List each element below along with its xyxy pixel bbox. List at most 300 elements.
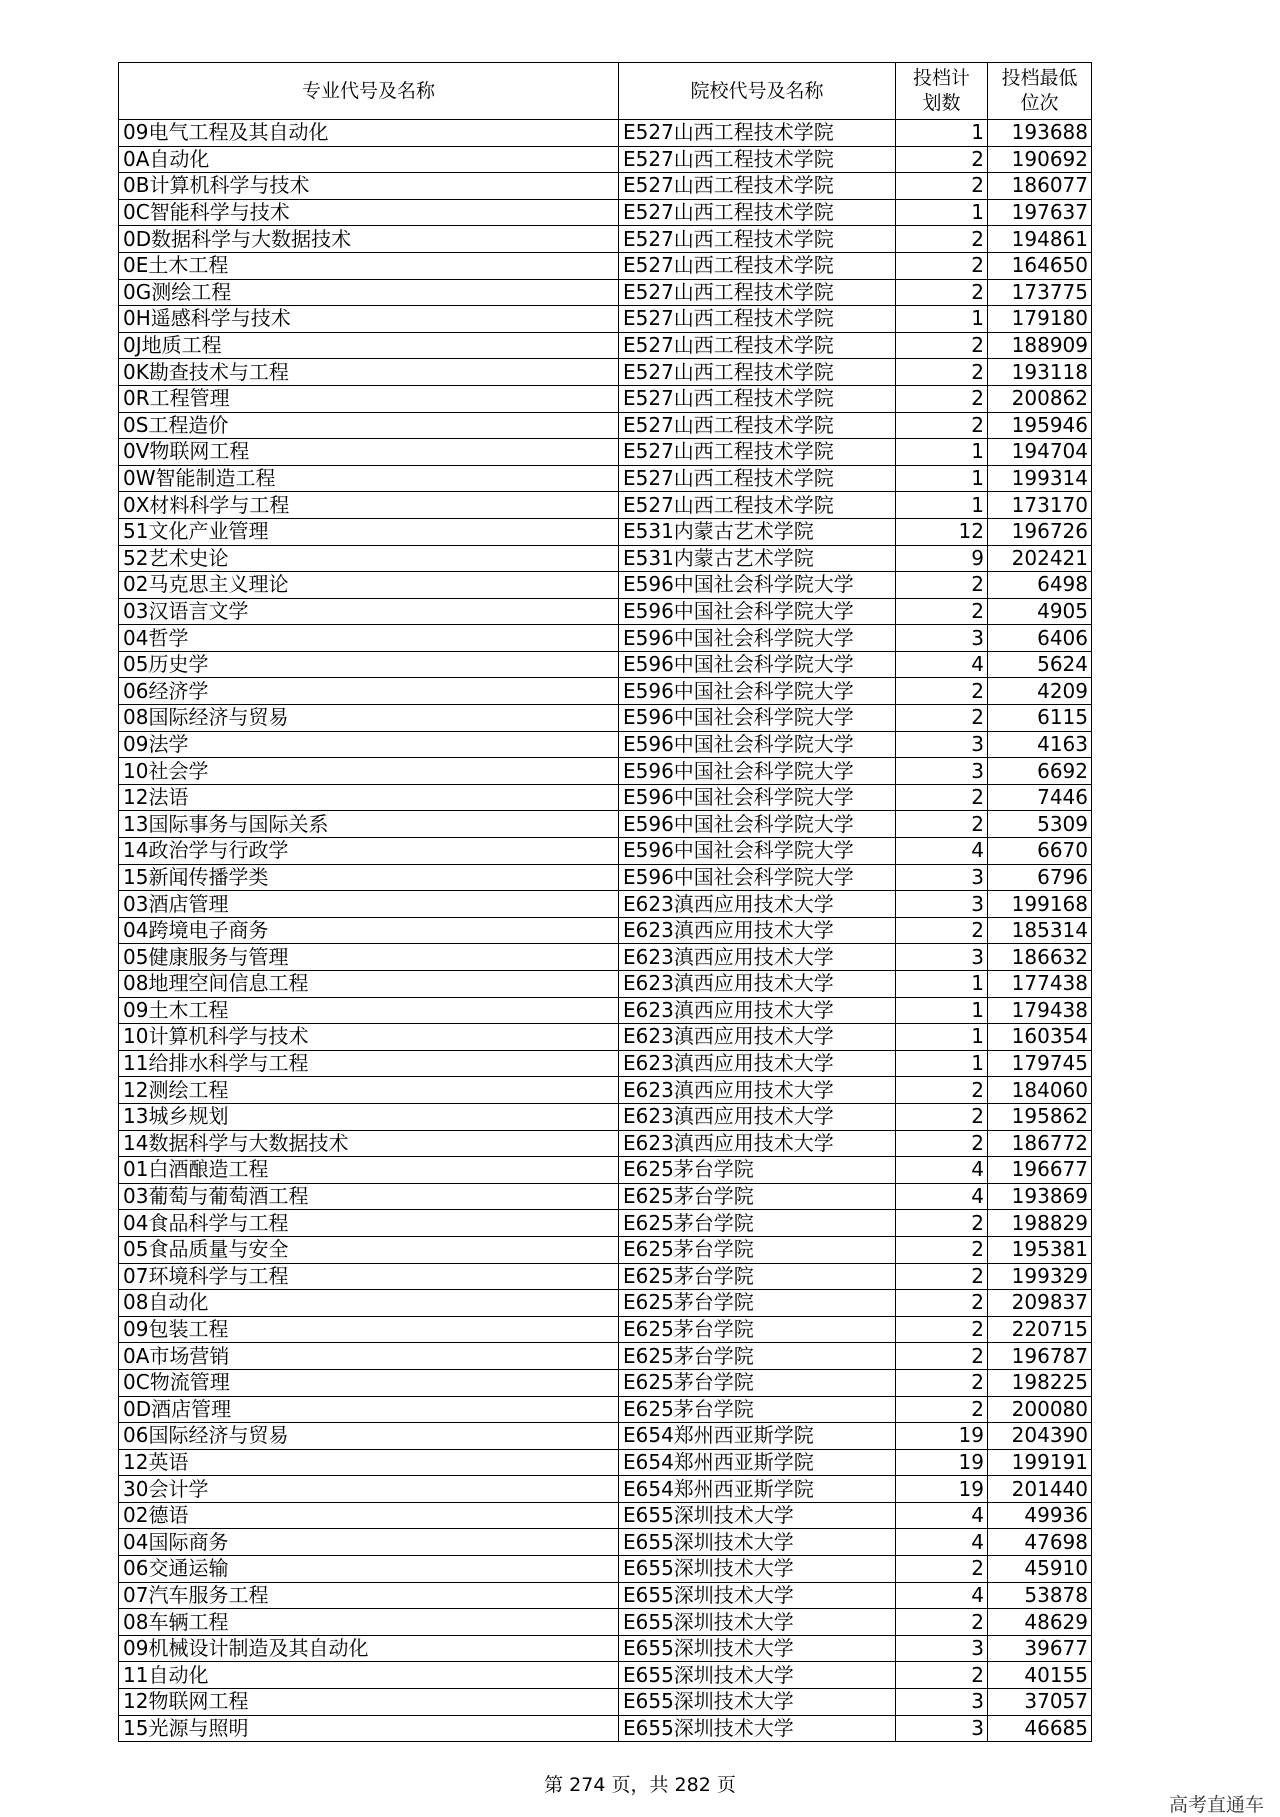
cell-school: E527山西工程技术学院 [619, 492, 896, 519]
cell-plan: 4 [896, 838, 988, 865]
table-row [119, 1529, 1092, 1556]
cell-major: 09包装工程 [119, 1316, 619, 1343]
cell-major: 15新闻传播学类 [119, 864, 619, 891]
header-plan: 投档计 划数 [896, 63, 988, 120]
table-row [119, 1024, 1092, 1051]
cell-plan: 2 [896, 917, 988, 944]
cell-plan: 2 [896, 385, 988, 412]
table-row [119, 1369, 1092, 1396]
cell-plan: 2 [896, 1210, 988, 1237]
table-row [119, 971, 1092, 998]
cell-major: 05历史学 [119, 651, 619, 678]
cell-rank: 200862 [988, 385, 1092, 412]
cell-plan: 2 [896, 572, 988, 599]
cell-plan: 4 [896, 1529, 988, 1556]
table-row [119, 306, 1092, 333]
cell-major: 15光源与照明 [119, 1715, 619, 1742]
cell-rank: 173775 [988, 279, 1092, 306]
cell-school: E527山西工程技术学院 [619, 226, 896, 253]
cell-school: E596中国社会科学院大学 [619, 811, 896, 838]
cell-plan: 1 [896, 120, 988, 147]
cell-school: E596中国社会科学院大学 [619, 598, 896, 625]
cell-major: 02马克思主义理论 [119, 572, 619, 599]
table-row [119, 1290, 1092, 1317]
cell-plan: 2 [896, 1316, 988, 1343]
cell-plan: 3 [896, 1689, 988, 1716]
cell-rank: 45910 [988, 1556, 1092, 1583]
cell-rank: 186772 [988, 1130, 1092, 1157]
cell-school: E527山西工程技术学院 [619, 279, 896, 306]
cell-school: E596中国社会科学院大学 [619, 705, 896, 732]
cell-school: E623滇西应用技术大学 [619, 997, 896, 1024]
cell-plan: 1 [896, 306, 988, 333]
cell-rank: 195862 [988, 1103, 1092, 1130]
cell-school: E527山西工程技术学院 [619, 306, 896, 333]
cell-school: E527山西工程技术学院 [619, 439, 896, 466]
table-row [119, 199, 1092, 226]
cell-rank: 196726 [988, 518, 1092, 545]
cell-major: 08国际经济与贸易 [119, 705, 619, 732]
table-row [119, 412, 1092, 439]
table-row [119, 279, 1092, 306]
table-row [119, 1077, 1092, 1104]
cell-rank: 179180 [988, 306, 1092, 333]
cell-school: E596中国社会科学院大学 [619, 625, 896, 652]
cell-major: 0K勘查技术与工程 [119, 359, 619, 386]
cell-school: E531内蒙古艺术学院 [619, 545, 896, 572]
cell-rank: 179438 [988, 997, 1092, 1024]
table-row [119, 226, 1092, 253]
cell-plan: 2 [896, 1263, 988, 1290]
cell-rank: 200080 [988, 1396, 1092, 1423]
table-row [119, 598, 1092, 625]
table-row [119, 1715, 1092, 1742]
cell-school: E655深圳技术大学 [619, 1715, 896, 1742]
table-row [119, 944, 1092, 971]
cell-rank: 4905 [988, 598, 1092, 625]
cell-major: 13城乡规划 [119, 1103, 619, 1130]
cell-school: E531内蒙古艺术学院 [619, 518, 896, 545]
cell-major: 07汽车服务工程 [119, 1582, 619, 1609]
cell-rank: 193688 [988, 120, 1092, 147]
cell-major: 0V物联网工程 [119, 439, 619, 466]
cell-plan: 1 [896, 199, 988, 226]
cell-school: E625茅台学院 [619, 1369, 896, 1396]
cell-school: E655深圳技术大学 [619, 1609, 896, 1636]
cell-school: E623滇西应用技术大学 [619, 891, 896, 918]
cell-plan: 2 [896, 332, 988, 359]
table-row [119, 1502, 1092, 1529]
cell-major: 06国际经济与贸易 [119, 1423, 619, 1450]
cell-school: E623滇西应用技术大学 [619, 917, 896, 944]
cell-school: E655深圳技术大学 [619, 1689, 896, 1716]
cell-plan: 2 [896, 1236, 988, 1263]
cell-school: E625茅台学院 [619, 1343, 896, 1370]
table-row [119, 385, 1092, 412]
cell-rank: 177438 [988, 971, 1092, 998]
cell-plan: 1 [896, 465, 988, 492]
cell-major: 08自动化 [119, 1290, 619, 1317]
cell-rank: 5309 [988, 811, 1092, 838]
cell-rank: 48629 [988, 1609, 1092, 1636]
cell-school: E527山西工程技术学院 [619, 146, 896, 173]
cell-rank: 184060 [988, 1077, 1092, 1104]
table-row [119, 1449, 1092, 1476]
cell-plan: 4 [896, 1582, 988, 1609]
table-row [119, 465, 1092, 492]
table-row [119, 731, 1092, 758]
header-school: 院校代号及名称 [619, 63, 896, 120]
cell-major: 0R工程管理 [119, 385, 619, 412]
cell-major: 0C智能科学与技术 [119, 199, 619, 226]
cell-school: E527山西工程技术学院 [619, 332, 896, 359]
cell-school: E625茅台学院 [619, 1210, 896, 1237]
cell-plan: 3 [896, 864, 988, 891]
cell-major: 09机械设计制造及其自动化 [119, 1635, 619, 1662]
header-major: 专业代号及名称 [119, 63, 619, 120]
table-row [119, 1689, 1092, 1716]
cell-school: E527山西工程技术学院 [619, 385, 896, 412]
table-row [119, 1635, 1092, 1662]
cell-major: 06交通运输 [119, 1556, 619, 1583]
table-row [119, 811, 1092, 838]
table-row [119, 1423, 1092, 1450]
cell-school: E623滇西应用技术大学 [619, 1050, 896, 1077]
cell-school: E527山西工程技术学院 [619, 252, 896, 279]
cell-plan: 19 [896, 1423, 988, 1450]
table-row [119, 1316, 1092, 1343]
table-row [119, 678, 1092, 705]
cell-rank: 193869 [988, 1183, 1092, 1210]
table-row [119, 1609, 1092, 1636]
table-row [119, 1183, 1092, 1210]
cell-plan: 1 [896, 1024, 988, 1051]
cell-rank: 209837 [988, 1290, 1092, 1317]
cell-plan: 12 [896, 518, 988, 545]
table-row [119, 997, 1092, 1024]
table-row [119, 252, 1092, 279]
cell-plan: 1 [896, 492, 988, 519]
cell-rank: 40155 [988, 1662, 1092, 1689]
page-number: 第 274 页，共 282 页 [544, 1774, 736, 1796]
cell-plan: 4 [896, 1502, 988, 1529]
cell-major: 12英语 [119, 1449, 619, 1476]
cell-major: 12法语 [119, 784, 619, 811]
cell-rank: 201440 [988, 1476, 1092, 1503]
cell-major: 07环境科学与工程 [119, 1263, 619, 1290]
table-row [119, 625, 1092, 652]
table-row [119, 1157, 1092, 1184]
cell-rank: 6796 [988, 864, 1092, 891]
cell-school: E625茅台学院 [619, 1316, 896, 1343]
cell-major: 0D酒店管理 [119, 1396, 619, 1423]
cell-major: 03酒店管理 [119, 891, 619, 918]
table-row [119, 173, 1092, 200]
table-row [119, 492, 1092, 519]
table-row [119, 1263, 1092, 1290]
cell-major: 0B计算机科学与技术 [119, 173, 619, 200]
cell-rank: 195946 [988, 412, 1092, 439]
watermark-text: 高考直通车 [1168, 1794, 1264, 1816]
table-row [119, 518, 1092, 545]
cell-rank: 199329 [988, 1263, 1092, 1290]
cell-rank: 47698 [988, 1529, 1092, 1556]
cell-school: E527山西工程技术学院 [619, 120, 896, 147]
cell-rank: 199314 [988, 465, 1092, 492]
cell-school: E527山西工程技术学院 [619, 359, 896, 386]
cell-rank: 202421 [988, 545, 1092, 572]
cell-major: 08车辆工程 [119, 1609, 619, 1636]
cell-school: E655深圳技术大学 [619, 1662, 896, 1689]
cell-rank: 6670 [988, 838, 1092, 865]
cell-major: 0C物流管理 [119, 1369, 619, 1396]
cell-major: 03葡萄与葡萄酒工程 [119, 1183, 619, 1210]
cell-major: 05食品质量与安全 [119, 1236, 619, 1263]
cell-rank: 164650 [988, 252, 1092, 279]
cell-plan: 2 [896, 1130, 988, 1157]
cell-major: 0A市场营销 [119, 1343, 619, 1370]
table-row [119, 1236, 1092, 1263]
cell-plan: 2 [896, 173, 988, 200]
cell-major: 04食品科学与工程 [119, 1210, 619, 1237]
cell-major: 08地理空间信息工程 [119, 971, 619, 998]
table-row [119, 572, 1092, 599]
cell-rank: 4209 [988, 678, 1092, 705]
cell-plan: 9 [896, 545, 988, 572]
cell-school: E527山西工程技术学院 [619, 173, 896, 200]
cell-school: E623滇西应用技术大学 [619, 971, 896, 998]
cell-plan: 19 [896, 1476, 988, 1503]
cell-plan: 2 [896, 1077, 988, 1104]
cell-rank: 194704 [988, 439, 1092, 466]
cell-plan: 2 [896, 1103, 988, 1130]
cell-major: 04国际商务 [119, 1529, 619, 1556]
table-row [119, 1396, 1092, 1423]
cell-rank: 49936 [988, 1502, 1092, 1529]
table-row [119, 1103, 1092, 1130]
cell-major: 10社会学 [119, 758, 619, 785]
table-row [119, 439, 1092, 466]
cell-school: E654郑州西亚斯学院 [619, 1423, 896, 1450]
cell-school: E655深圳技术大学 [619, 1582, 896, 1609]
cell-school: E655深圳技术大学 [619, 1635, 896, 1662]
cell-major: 09土木工程 [119, 997, 619, 1024]
table-row [119, 545, 1092, 572]
cell-rank: 185314 [988, 917, 1092, 944]
table-row [119, 1582, 1092, 1609]
cell-rank: 196787 [988, 1343, 1092, 1370]
cell-major: 02德语 [119, 1502, 619, 1529]
table-row [119, 332, 1092, 359]
cell-plan: 2 [896, 1556, 988, 1583]
cell-major: 0G测绘工程 [119, 279, 619, 306]
cell-rank: 4163 [988, 731, 1092, 758]
cell-plan: 3 [896, 1635, 988, 1662]
cell-rank: 197637 [988, 199, 1092, 226]
cell-school: E625茅台学院 [619, 1157, 896, 1184]
cell-school: E596中国社会科学院大学 [619, 758, 896, 785]
cell-school: E625茅台学院 [619, 1290, 896, 1317]
cell-rank: 53878 [988, 1582, 1092, 1609]
cell-plan: 2 [896, 1662, 988, 1689]
cell-rank: 199168 [988, 891, 1092, 918]
cell-rank: 6498 [988, 572, 1092, 599]
table-header-row [119, 63, 1092, 120]
cell-major: 14政治学与行政学 [119, 838, 619, 865]
cell-major: 11给排水科学与工程 [119, 1050, 619, 1077]
cell-plan: 3 [896, 731, 988, 758]
cell-plan: 19 [896, 1449, 988, 1476]
cell-rank: 190692 [988, 146, 1092, 173]
cell-plan: 2 [896, 1343, 988, 1370]
cell-plan: 1 [896, 997, 988, 1024]
cell-rank: 196677 [988, 1157, 1092, 1184]
cell-rank: 204390 [988, 1423, 1092, 1450]
cell-rank: 186077 [988, 173, 1092, 200]
cell-school: E596中国社会科学院大学 [619, 864, 896, 891]
cell-major: 09法学 [119, 731, 619, 758]
cell-plan: 1 [896, 1050, 988, 1077]
cell-plan: 2 [896, 705, 988, 732]
cell-major: 04跨境电子商务 [119, 917, 619, 944]
cell-plan: 2 [896, 146, 988, 173]
cell-rank: 37057 [988, 1689, 1092, 1716]
cell-major: 04哲学 [119, 625, 619, 652]
cell-major: 06经济学 [119, 678, 619, 705]
cell-plan: 1 [896, 971, 988, 998]
table-row [119, 1343, 1092, 1370]
table-row [119, 651, 1092, 678]
cell-major: 03汉语言文学 [119, 598, 619, 625]
cell-major: 05健康服务与管理 [119, 944, 619, 971]
table-row [119, 359, 1092, 386]
cell-major: 0J地质工程 [119, 332, 619, 359]
cell-plan: 2 [896, 412, 988, 439]
table-row [119, 864, 1092, 891]
cell-school: E623滇西应用技术大学 [619, 944, 896, 971]
cell-major: 12物联网工程 [119, 1689, 619, 1716]
cell-rank: 173170 [988, 492, 1092, 519]
admission-table [118, 62, 1092, 1742]
cell-plan: 4 [896, 651, 988, 678]
cell-plan: 3 [896, 944, 988, 971]
cell-rank: 179745 [988, 1050, 1092, 1077]
cell-plan: 2 [896, 226, 988, 253]
table-row [119, 1050, 1092, 1077]
cell-major: 0X材料科学与工程 [119, 492, 619, 519]
cell-school: E596中国社会科学院大学 [619, 784, 896, 811]
cell-school: E625茅台学院 [619, 1183, 896, 1210]
cell-rank: 194861 [988, 226, 1092, 253]
cell-rank: 39677 [988, 1635, 1092, 1662]
cell-rank: 193118 [988, 359, 1092, 386]
cell-major: 30会计学 [119, 1476, 619, 1503]
cell-school: E655深圳技术大学 [619, 1502, 896, 1529]
cell-school: E596中国社会科学院大学 [619, 678, 896, 705]
cell-school: E596中国社会科学院大学 [619, 731, 896, 758]
header-rank: 投档最低 位次 [988, 63, 1092, 120]
cell-rank: 186632 [988, 944, 1092, 971]
cell-major: 12测绘工程 [119, 1077, 619, 1104]
cell-school: E625茅台学院 [619, 1236, 896, 1263]
table-row [119, 917, 1092, 944]
cell-rank: 199191 [988, 1449, 1092, 1476]
table-row [119, 1130, 1092, 1157]
cell-rank: 6406 [988, 625, 1092, 652]
cell-school: E623滇西应用技术大学 [619, 1103, 896, 1130]
cell-rank: 220715 [988, 1316, 1092, 1343]
cell-plan: 2 [896, 1290, 988, 1317]
cell-major: 0D数据科学与大数据技术 [119, 226, 619, 253]
cell-major: 0H遥感科学与技术 [119, 306, 619, 333]
cell-rank: 6115 [988, 705, 1092, 732]
cell-rank: 188909 [988, 332, 1092, 359]
cell-plan: 3 [896, 625, 988, 652]
cell-plan: 4 [896, 1183, 988, 1210]
cell-rank: 5624 [988, 651, 1092, 678]
cell-rank: 160354 [988, 1024, 1092, 1051]
table-row [119, 705, 1092, 732]
cell-school: E623滇西应用技术大学 [619, 1077, 896, 1104]
cell-plan: 2 [896, 1609, 988, 1636]
table-row [119, 758, 1092, 785]
table-row [119, 1476, 1092, 1503]
cell-major: 10计算机科学与技术 [119, 1024, 619, 1051]
cell-rank: 198829 [988, 1210, 1092, 1237]
table-row [119, 1662, 1092, 1689]
cell-school: E596中国社会科学院大学 [619, 651, 896, 678]
cell-plan: 2 [896, 598, 988, 625]
cell-school: E655深圳技术大学 [619, 1556, 896, 1583]
table-row [119, 838, 1092, 865]
cell-plan: 1 [896, 439, 988, 466]
cell-plan: 2 [896, 359, 988, 386]
cell-plan: 3 [896, 1715, 988, 1742]
cell-school: E623滇西应用技术大学 [619, 1024, 896, 1051]
cell-plan: 2 [896, 1396, 988, 1423]
cell-plan: 2 [896, 784, 988, 811]
cell-school: E655深圳技术大学 [619, 1529, 896, 1556]
cell-major: 0E土木工程 [119, 252, 619, 279]
cell-plan: 4 [896, 1157, 988, 1184]
cell-plan: 3 [896, 891, 988, 918]
cell-plan: 2 [896, 678, 988, 705]
cell-rank: 195381 [988, 1236, 1092, 1263]
cell-rank: 7446 [988, 784, 1092, 811]
cell-school: E596中国社会科学院大学 [619, 838, 896, 865]
cell-school: E625茅台学院 [619, 1396, 896, 1423]
cell-rank: 46685 [988, 1715, 1092, 1742]
cell-school: E596中国社会科学院大学 [619, 572, 896, 599]
cell-school: E654郑州西亚斯学院 [619, 1476, 896, 1503]
cell-major: 0W智能制造工程 [119, 465, 619, 492]
cell-school: E527山西工程技术学院 [619, 465, 896, 492]
cell-school: E527山西工程技术学院 [619, 199, 896, 226]
cell-plan: 2 [896, 1369, 988, 1396]
table-row [119, 1556, 1092, 1583]
table-row [119, 146, 1092, 173]
cell-rank: 198225 [988, 1369, 1092, 1396]
cell-school: E623滇西应用技术大学 [619, 1130, 896, 1157]
cell-plan: 2 [896, 252, 988, 279]
cell-major: 11自动化 [119, 1662, 619, 1689]
table-row [119, 784, 1092, 811]
cell-major: 13国际事务与国际关系 [119, 811, 619, 838]
cell-school: E527山西工程技术学院 [619, 412, 896, 439]
cell-school: E625茅台学院 [619, 1263, 896, 1290]
cell-major: 14数据科学与大数据技术 [119, 1130, 619, 1157]
table-row [119, 1210, 1092, 1237]
